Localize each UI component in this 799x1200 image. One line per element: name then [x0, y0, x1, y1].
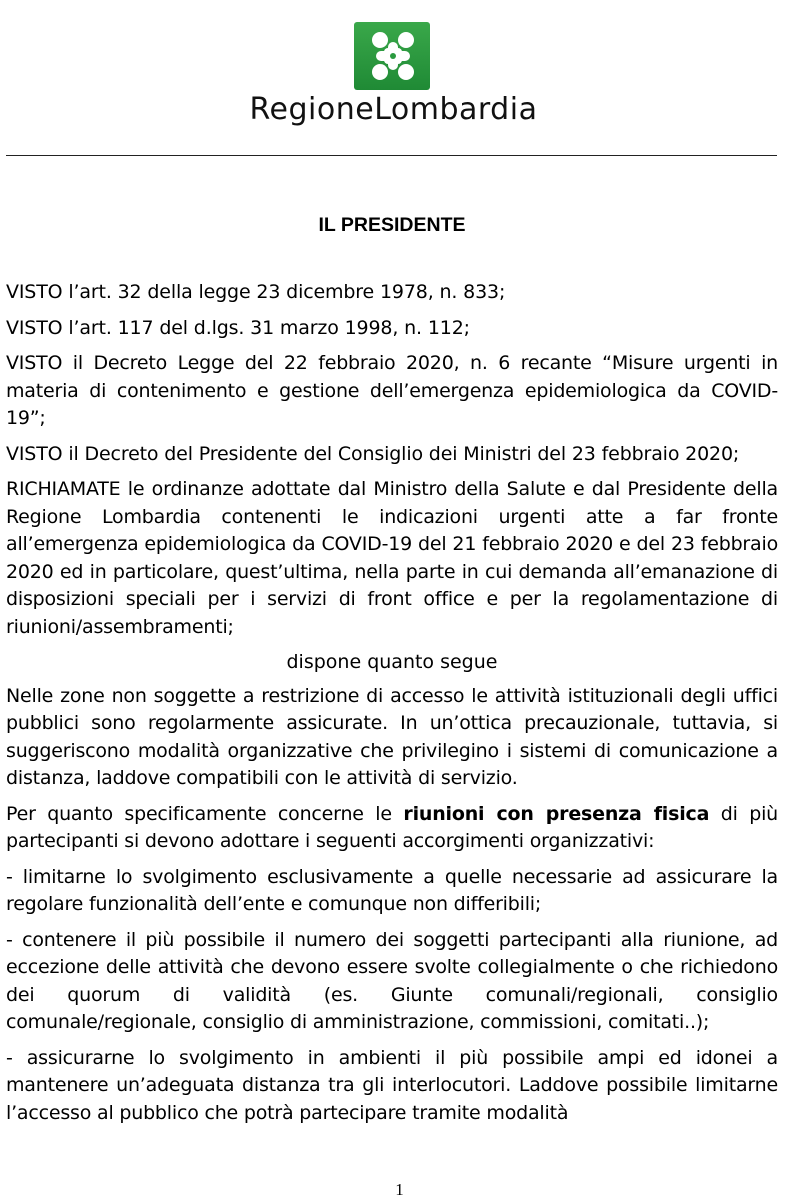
paragraph-riunioni-start: Per quanto specificamente concerne le: [6, 802, 404, 825]
visto-decreto-legge: VISTO il Decreto Legge del 22 febbraio 2020, n. 6 recante “Misure urgenti in materia di contenimento e gestione dell’emergenza epidemiologica da COVID-19”;: [6, 352, 778, 429]
document-body: [6, 214, 778, 1135]
logo-text: RegioneLombardia: [249, 92, 538, 127]
paragraph-zone-non-soggette: Nelle zone non soggette a restrizione di accesso le attività istituzionali degli uffici pubblici sono regolarmente assicurate. In un’ottica precauzionale, tuttavia, si suggeriscono modalità organizzative che privilegino i sistemi di comunicazione a distanza, laddove compatibili con le attività di servizio.: [6, 684, 778, 789]
dispone-heading: dispone quanto segue: [286, 651, 498, 673]
paragraph-riunioni-emphasis: riunioni con presenza fisica: [403, 802, 710, 825]
page-number: 1: [395, 1180, 404, 1199]
document-title: IL PRESIDENTE: [318, 214, 466, 236]
visto-law-833: VISTO l’art. 32 della legge 23 dicembre 1978, n. 833;: [6, 281, 506, 303]
regione-lombardia-logo-icon: [354, 22, 430, 90]
list-item: - limitarne lo svolgimento esclusivamente a quelle necessarie ad assicurare la regolare funzionalità dell’ente e comunque non differibili;: [6, 865, 778, 915]
header: [0, 0, 799, 160]
list-item: - contenere il più possibile il numero dei soggetti partecipanti alla riunione, ad eccezione delle attività che devono essere svolte collegialmente o che richiedono dei quorum di validità (es. Giunte comunali/regionali, consiglio comunale/regionale, consiglio di amministrazione, commissioni, comitati..);: [6, 928, 778, 1033]
visto-dlgs-112: VISTO l’art. 117 del d.lgs. 31 marzo 1998, n. 112;: [6, 316, 470, 339]
paragraph-riunioni: [6, 801, 778, 856]
header-divider: [6, 155, 777, 156]
visto-dpcm: VISTO il Decreto del Presidente del Consiglio dei Ministri del 23 febbraio 2020;: [6, 442, 740, 465]
list-item: - assicurarne lo svolgimento in ambienti il più possibile ampi ed idonei a mantenere un’adeguata distanza tra gli interlocutori. Laddove possibile limitarne l’accesso al pubblico che potrà partecipare tramite modalità: [6, 1046, 778, 1124]
richiamate-paragraph: RICHIAMATE le ordinanze adottate dal Ministro della Salute e dal Presidente della Regione Lombardia contenenti le indicazioni urgenti atte a far fronte all’emergenza epidemiologica da COVID-19 del 21 febbraio 2020 e del 23 febbraio 2020 ed in particolare, quest’ultima, nella parte in cui demanda all’emanazione di disposizioni speciali per i servizi di front office e per la regolamentazione di riunioni/assembramenti;: [6, 478, 778, 638]
paragraph-riunioni-end: di più partecipanti si devono adottare i seguenti accorgimenti organizzativi:: [6, 802, 778, 852]
